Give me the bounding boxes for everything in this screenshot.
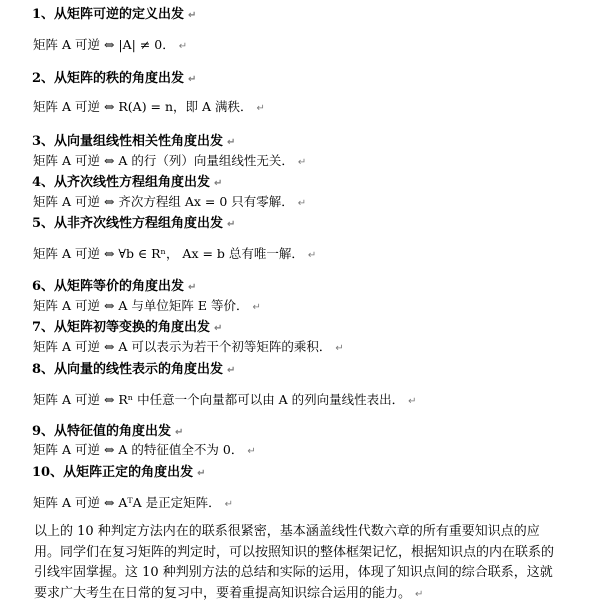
criterion-9-line: 矩阵 A 可逆 ⇔ A 的特征值全不为 0． ↵: [33, 442, 256, 457]
criterion-5-heading: 5、从非齐次线性方程组角度出发 ↵: [32, 216, 236, 231]
criterion-1-heading: 1、从矩阵可逆的定义出发 ↵: [32, 7, 197, 22]
criterion-8-heading: 8、从向量的线性表示的角度出发 ↵: [32, 362, 236, 377]
criterion-4-line: 矩阵 A 可逆 ⇔ 齐次方程组 Ax = 0 只有零解． ↵: [33, 194, 307, 209]
criterion-9-heading: 9、从特征值的角度出发 ↵: [32, 424, 184, 439]
criterion-10-heading: 10、从矩阵正定的角度出发 ↵: [32, 465, 206, 480]
criterion-2-line: 矩阵 A 可逆 ⇔ R(A) = n，即 A 满秩． ↵: [33, 99, 265, 114]
criterion-7-heading: 7、从矩阵初等变换的角度出发 ↵: [32, 320, 223, 335]
criterion-3-line: 矩阵 A 可逆 ⇔ A 的行（列）向量组线性无关． ↵: [33, 153, 307, 168]
criterion-8-line: 矩阵 A 可逆 ⇔ Rⁿ 中任意一个向量都可以由 A 的列向量线性表出． ↵: [33, 392, 417, 407]
criterion-2-heading: 2、从矩阵的秩的角度出发 ↵: [32, 71, 197, 86]
criterion-10-line: 矩阵 A 可逆 ⇔ AᵀA 是正定矩阵． ↵: [33, 495, 234, 510]
criterion-3-heading: 3、从向量组线性相关性角度出发 ↵: [32, 134, 236, 149]
criterion-1-line: 矩阵 A 可逆 ⇔ |A| ≠ 0． ↵: [33, 37, 188, 52]
criterion-5-line: 矩阵 A 可逆 ⇔ ∀b ∈ Rⁿ， Ax = b 总有唯一解． ↵: [33, 246, 317, 261]
summary-paragraph: 以上的 10 种判定方法内在的联系很紧密，基本涵盖线性代数六章的所有重要知识点的应用。同学们在复习矩阵的判定时，可以按照知识的整体框架记忆，根据知识点的内在联系的引线牢固掌握。这 10 种判别方法的总结和实际的运用，体现了知识点间的综合联系，这就要求广大考生在日常的复习中，要着重提高知识综合运用的能力。 ↵: [34, 524, 555, 601]
criterion-6-line: 矩阵 A 可逆 ⇔ A 与单位矩阵 E 等价． ↵: [33, 298, 261, 313]
criterion-7-line: 矩阵 A 可逆 ⇔ A 可以表示为若干个初等矩阵的乘积． ↵: [33, 339, 344, 354]
criterion-4-heading: 4、从齐次线性方程组角度出发 ↵: [32, 175, 223, 190]
criterion-6-heading: 6、从矩阵等价的角度出发 ↵: [32, 279, 197, 294]
